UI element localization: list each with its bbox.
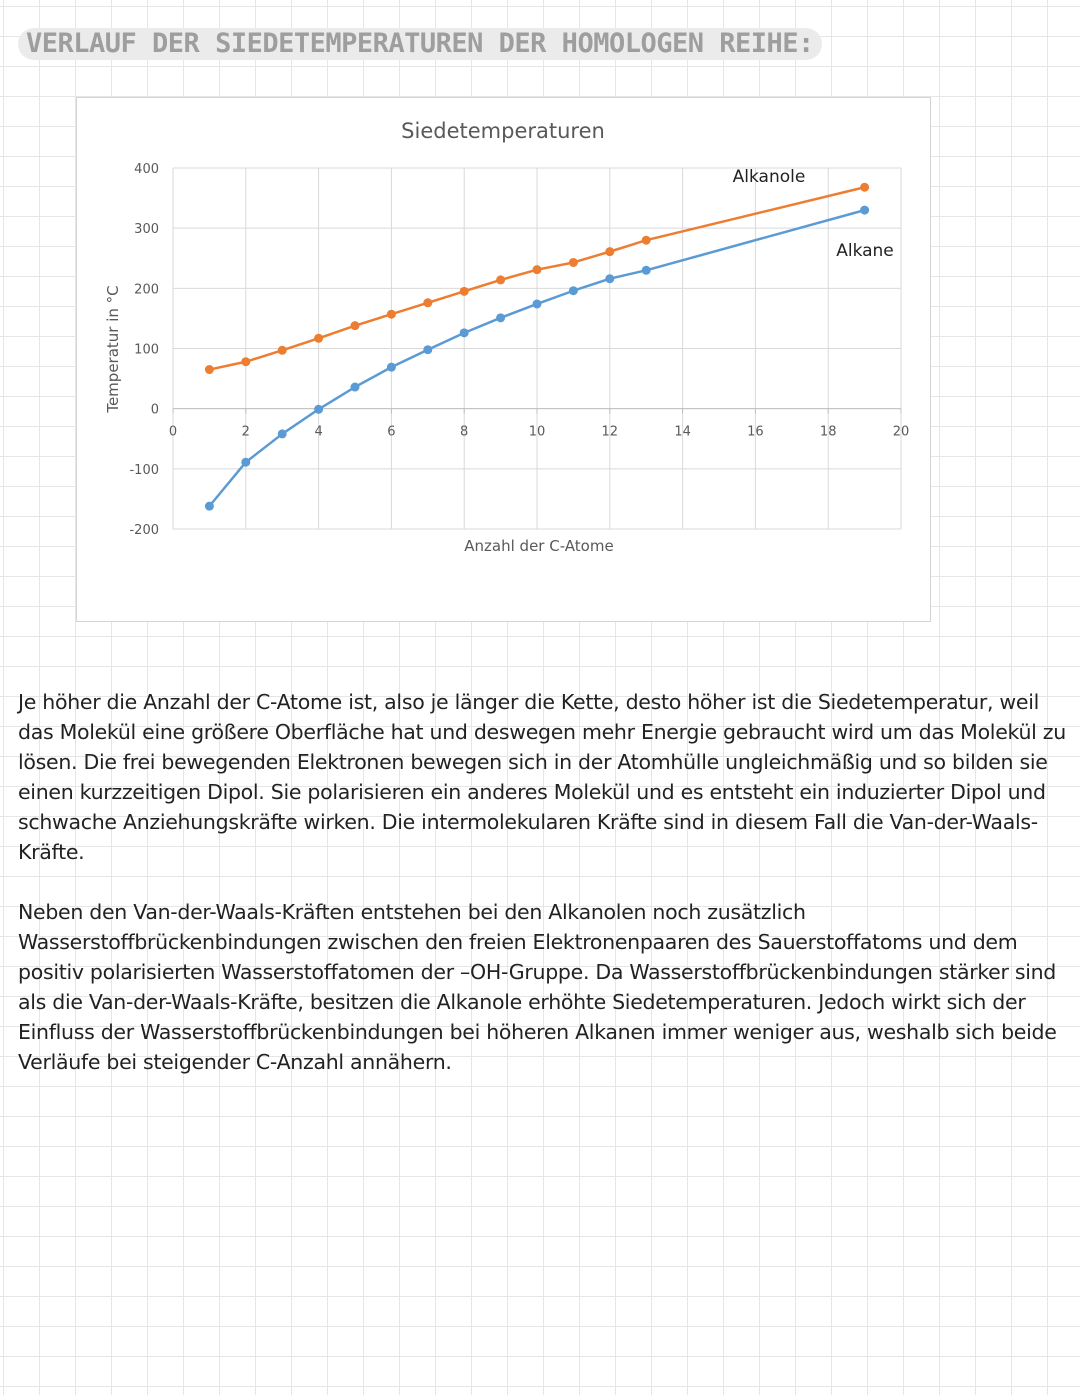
explanation-paragraph-1: Je höher die Anzahl der C-Atome ist, also je länger die Kette, desto höher ist die Siedetemperatur, weil das Molekül eine größere Oberfläche hat und deswegen mehr Energie gebraucht wird um das Molekül zu lösen. Die frei bewegenden Elektronen bewegen sich in der Atomhülle ungleichmäßig und so bilden sie einen kurzzeitigen Dipol. Sie polarisieren ein anderes Molekül und es entsteht ein induzierter Dipol und schwache Anziehungskräfte wirken. Die intermolekularen Kräfte sind in diesem Fall die Van-der-Waals-Kräfte. (18, 690, 1066, 864)
data-point-alkane (278, 429, 287, 438)
data-point-alkane (533, 299, 542, 308)
y-tick-label: -200 (129, 523, 159, 538)
data-point-alkanole (205, 365, 214, 374)
x-tick-label: 14 (674, 424, 691, 440)
x-tick-label: 10 (528, 424, 546, 440)
data-point-alkanole (860, 183, 869, 192)
explanation-paragraph-2: Neben den Van-der-Waals-Kräften entstehen bei den Alkanolen noch zusätzlich Wasserstoffbrückenbindungen zwischen den freien Elektronenpaaren des Sauerstoffatoms und dem positiv polarisierten Wasserstoffatomen der –OH-Gruppe. Da Wasserstoffbrückenbindungen stärker sind als die Van-der-Waals-Kräfte, besitzen die Alkanole erhöhte Siedetemperaturen. Jedoch wirkt sich der Einfluss der Wasserstoffbrückenbindungen bei höheren Alkanen immer weniger aus, weshalb sich beide Verläufe bei steigender C-Anzahl annähern. (18, 900, 1057, 1074)
chart-container (76, 97, 931, 622)
page-heading: VERLAUF DER SIEDETEMPERATUREN DER HOMOLOGEN REIHE: (18, 28, 822, 60)
x-tick-label: 8 (460, 424, 469, 440)
data-point-alkane (205, 502, 214, 511)
data-point-alkanole (605, 247, 614, 256)
data-point-alkane (605, 274, 614, 283)
data-point-alkane (642, 266, 651, 275)
x-tick-label: 12 (601, 424, 619, 440)
data-point-alkane (460, 328, 469, 337)
data-point-alkanole (533, 265, 542, 274)
y-tick-label: -100 (129, 462, 159, 478)
x-tick-label: 6 (387, 424, 396, 440)
data-point-alkanole (423, 298, 432, 307)
y-tick-label: 0 (150, 402, 159, 418)
x-tick-label: 4 (314, 424, 323, 440)
series-label-alkanole: Alkanole (732, 167, 806, 187)
x-tick-label: 0 (168, 424, 178, 440)
x-tick-label: 2 (241, 424, 250, 440)
data-point-alkane (351, 383, 360, 392)
axes (129, 162, 909, 538)
data-point-alkanole (241, 357, 250, 366)
data-point-alkanole (351, 321, 360, 330)
y-tick-label: 300 (134, 222, 159, 238)
data-point-alkanole (314, 334, 323, 343)
x-tick-label: 16 (747, 424, 764, 440)
data-point-alkanole (278, 346, 287, 355)
data-point-alkane (241, 458, 250, 467)
data-point-alkanole (642, 236, 651, 245)
x-tick-label: 18 (819, 424, 837, 440)
data-point-alkanole (460, 287, 469, 296)
data-point-alkane (314, 405, 323, 414)
data-point-alkanole (569, 258, 578, 267)
data-point-alkane (860, 206, 869, 215)
data-point-alkane (423, 345, 432, 354)
y-tick-label: 400 (134, 162, 159, 177)
x-axis-label: Anzahl der C-Atome (464, 537, 614, 555)
data-point-alkane (387, 363, 396, 372)
chart-title: Siedetemperaturen (401, 119, 605, 143)
data-point-alkanole (496, 275, 505, 284)
series-label-alkane: Alkane (836, 241, 894, 261)
boiling-point-chart (77, 98, 930, 621)
data-point-alkanole (387, 310, 396, 319)
y-tick-label: 200 (134, 282, 159, 298)
y-tick-label: 100 (134, 342, 159, 358)
data-point-alkane (569, 286, 578, 295)
y-axis-label: Temperatur in °C (104, 285, 122, 413)
data-point-alkane (496, 313, 505, 322)
x-tick-label: 20 (892, 424, 910, 440)
